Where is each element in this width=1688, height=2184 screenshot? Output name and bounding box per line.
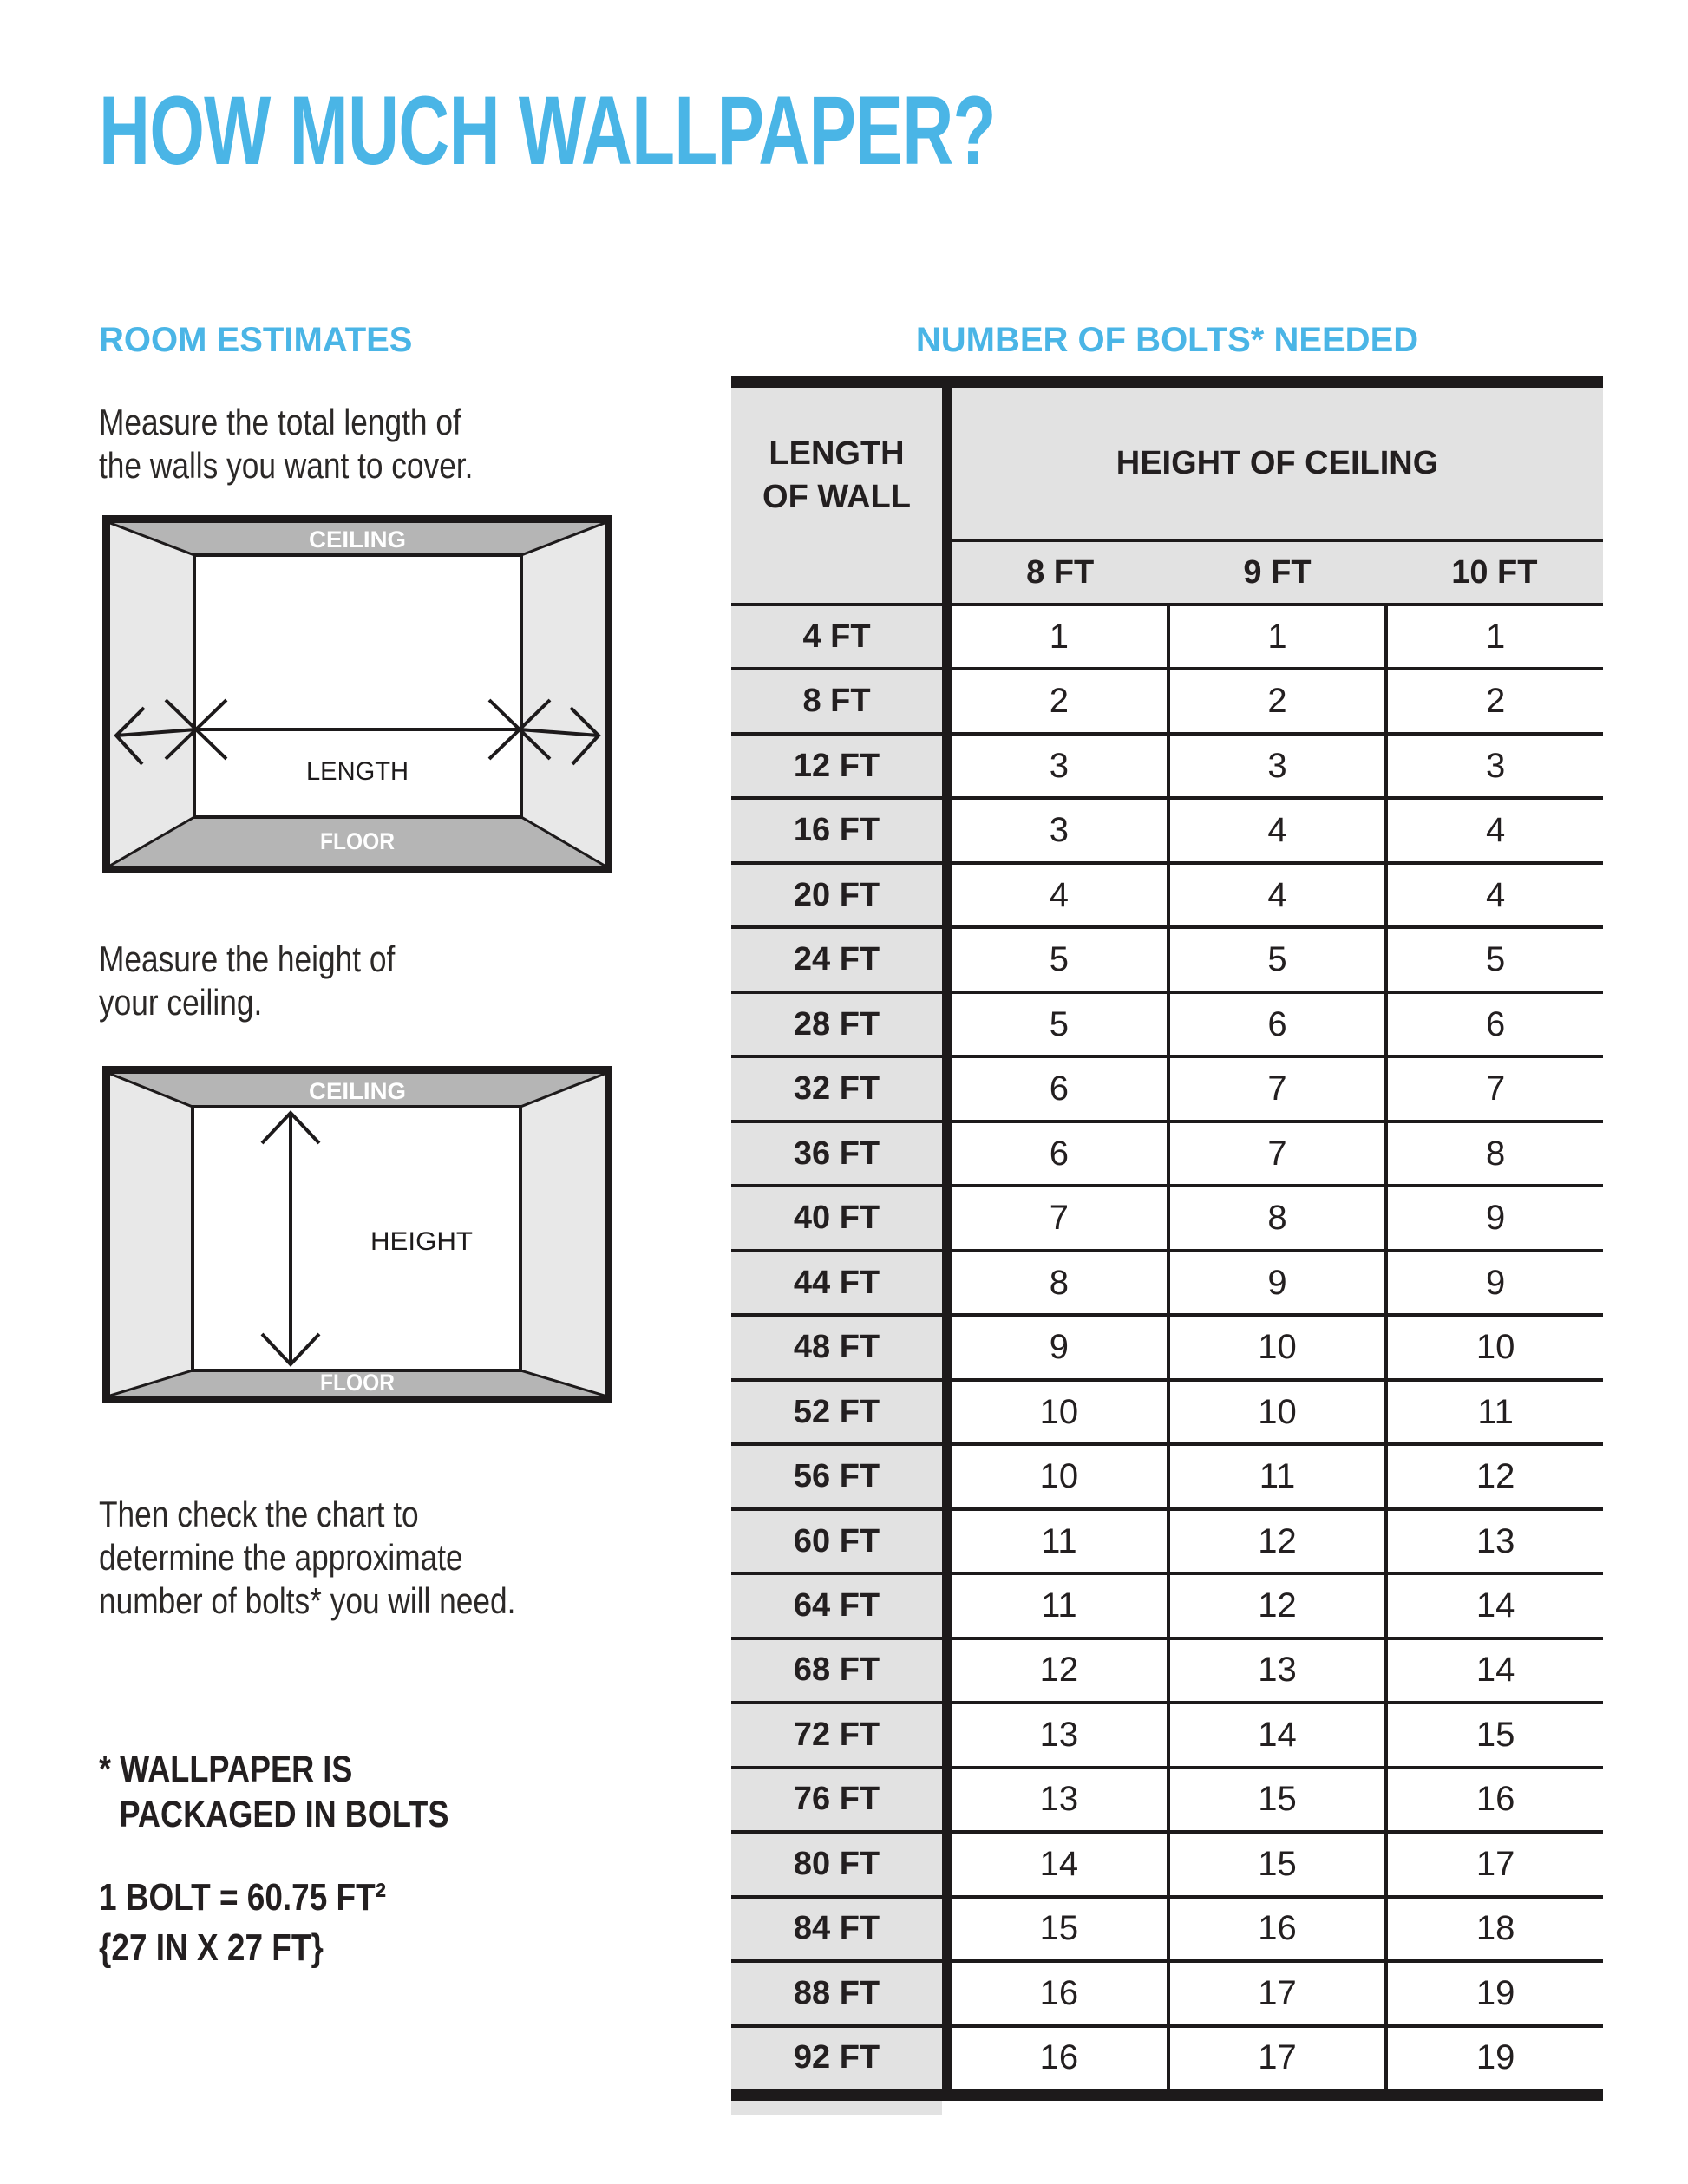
table-bottom-gray-sliver	[731, 2101, 942, 2115]
table-row	[731, 1830, 1603, 1894]
col-header-8ft: 8 FT	[1026, 553, 1095, 591]
bolt-count-cell: 5	[1167, 929, 1385, 990]
table-row	[731, 1701, 1603, 1765]
bolt-count-cell: 11	[952, 1511, 1167, 1572]
right-wall	[521, 523, 605, 866]
bolt-count-cell: 18	[1384, 1899, 1603, 1959]
wall-length-label: 60 FT	[731, 1511, 942, 1572]
bolt-count-cell: 12	[1167, 1575, 1385, 1636]
bolt-count-cell: 9	[1167, 1252, 1385, 1313]
bolt-count-cell: 2	[952, 670, 1167, 731]
page-title: HOW MUCH WALLPAPER?	[99, 76, 996, 185]
table-row	[731, 1120, 1603, 1184]
bolt-count-cell: 14	[1167, 1704, 1385, 1765]
instruction-length	[99, 401, 473, 487]
bolt-count-cell: 14	[952, 1834, 1167, 1894]
bolt-count-cell: 6	[1384, 994, 1603, 1055]
bolt-count-cell: 12	[952, 1640, 1167, 1701]
bolt-count-cell: 15	[1167, 1834, 1385, 1894]
ceiling-label: CEILING	[309, 1078, 406, 1104]
table-top-bar	[731, 376, 1603, 388]
bolt-count-cell: 7	[1384, 1058, 1603, 1119]
table-row	[731, 1442, 1603, 1507]
bolt-count-cell: 17	[1167, 1963, 1385, 2024]
bolt-count-cell: 1	[1167, 606, 1385, 667]
bolt-count-cell: 11	[952, 1575, 1167, 1636]
bolt-count-cell: 3	[1384, 736, 1603, 796]
wall-length-label: 28 FT	[731, 994, 942, 1055]
wall-length-label: 76 FT	[731, 1769, 942, 1830]
bolt-count-cell: 1	[1384, 606, 1603, 667]
bolt-count-cell: 7	[952, 1187, 1167, 1248]
table-row	[731, 667, 1603, 731]
wall-length-label: 20 FT	[731, 865, 942, 925]
table-row	[731, 1637, 1603, 1701]
instruction-chart-line3: number of bolts* you will need.	[99, 1580, 516, 1621]
wall-length-label: 52 FT	[731, 1382, 942, 1442]
bolt-count-cell: 16	[952, 1963, 1167, 2024]
length-label: LENGTH	[306, 757, 409, 786]
wall-length-label: 32 FT	[731, 1058, 942, 1119]
bolt-count-cell: 14	[1384, 1575, 1603, 1636]
bolt-size-line1: 1 BOLT = 60.75 FT²	[99, 1876, 387, 1919]
bolt-count-cell: 6	[952, 1058, 1167, 1119]
bolt-count-cell: 17	[1167, 2028, 1385, 2089]
table-bottom-bar	[731, 2089, 1603, 2101]
wall-length-label: 4 FT	[731, 606, 942, 667]
bolt-count-cell: 3	[952, 800, 1167, 860]
instruction-length-line2: the walls you want to cover.	[99, 445, 474, 486]
bolt-count-cell: 15	[952, 1899, 1167, 1959]
bolt-count-cell: 5	[952, 929, 1167, 990]
bolt-count-cell: 2	[1384, 670, 1603, 731]
table-row	[731, 1507, 1603, 1572]
bolt-count-cell: 3	[952, 736, 1167, 796]
bolt-count-cell: 7	[1167, 1058, 1385, 1119]
ceiling-height-subheader	[952, 542, 1603, 603]
bolt-count-cell: 10	[1384, 1317, 1603, 1377]
table-row	[731, 1959, 1603, 2024]
bolt-count-cell: 13	[1167, 1640, 1385, 1701]
table-row	[731, 796, 1603, 860]
wall-length-label: 48 FT	[731, 1317, 942, 1377]
wall-length-label: 16 FT	[731, 800, 942, 860]
room-length-svg	[102, 515, 612, 873]
table-row	[731, 1313, 1603, 1377]
col-header-9ft: 9 FT	[1243, 553, 1312, 591]
bolt-count-cell: 10	[952, 1382, 1167, 1442]
instruction-chart	[99, 1493, 515, 1623]
right-wall	[520, 1074, 605, 1396]
wall-length-label: 12 FT	[731, 736, 942, 796]
bolt-count-cell: 4	[1167, 800, 1385, 860]
bolt-count-cell: 1	[952, 606, 1167, 667]
table-row	[731, 603, 1603, 667]
bolt-count-cell: 13	[952, 1704, 1167, 1765]
bolt-count-cell: 8	[1384, 1123, 1603, 1184]
wall-length-label: 36 FT	[731, 1123, 942, 1184]
room-estimates-heading: ROOM ESTIMATES	[99, 321, 413, 359]
wall-length-label: 88 FT	[731, 1963, 942, 2024]
bolt-count-cell: 6	[952, 1123, 1167, 1184]
table-row	[731, 861, 1603, 925]
bolt-count-cell: 2	[1167, 670, 1385, 731]
bolt-count-cell: 5	[952, 994, 1167, 1055]
bolt-count-cell: 3	[1167, 736, 1385, 796]
room-height-svg	[102, 1066, 612, 1403]
left-wall	[110, 1074, 193, 1396]
bolt-count-cell: 19	[1384, 1963, 1603, 2024]
floor-label: FLOOR	[320, 1370, 395, 1396]
bolts-footnote-line2: PACKAGED IN BOLTS	[119, 1794, 449, 1835]
wall-length-label: 72 FT	[731, 1704, 942, 1765]
bolt-count-cell: 4	[952, 865, 1167, 925]
instruction-height	[99, 938, 395, 1024]
table-row	[731, 991, 1603, 1055]
length-of-wall-header	[731, 388, 942, 603]
bolt-count-cell: 15	[1384, 1704, 1603, 1765]
bolt-count-cell: 14	[1384, 1640, 1603, 1701]
instruction-chart-line1: Then check the chart to	[99, 1494, 419, 1534]
bolt-count-cell: 11	[1384, 1382, 1603, 1442]
wall-length-label: 68 FT	[731, 1640, 942, 1701]
bolt-count-cell: 11	[1167, 1446, 1385, 1507]
bolt-count-cell: 10	[952, 1446, 1167, 1507]
bolt-count-cell: 7	[1167, 1123, 1385, 1184]
bolt-count-cell: 5	[1384, 929, 1603, 990]
table-row	[731, 1572, 1603, 1636]
wall-length-label: 8 FT	[731, 670, 942, 731]
table-row	[731, 1766, 1603, 1830]
table-row	[731, 1895, 1603, 1959]
bolt-count-cell: 8	[1167, 1187, 1385, 1248]
bolt-count-cell: 10	[1167, 1317, 1385, 1377]
wall-length-label: 64 FT	[731, 1575, 942, 1636]
bolt-count-cell: 10	[1167, 1382, 1385, 1442]
bolt-count-cell: 12	[1167, 1511, 1385, 1572]
instruction-length-line1: Measure the total length of	[99, 402, 461, 442]
bolt-count-cell: 8	[952, 1252, 1167, 1313]
bolt-count-cell: 13	[1384, 1511, 1603, 1572]
bolt-count-cell: 6	[1167, 994, 1385, 1055]
bolt-count-cell: 16	[952, 2028, 1167, 2089]
left-wall	[110, 523, 194, 866]
bolt-count-cell: 9	[1384, 1252, 1603, 1313]
bolt-count-cell: 13	[952, 1769, 1167, 1830]
table-row	[731, 1055, 1603, 1119]
instruction-height-line2: your ceiling.	[99, 982, 263, 1023]
instruction-chart-line2: determine the approximate	[99, 1537, 463, 1578]
table-row	[731, 732, 1603, 796]
wall-length-label: 56 FT	[731, 1446, 942, 1507]
bolt-count-cell: 12	[1384, 1446, 1603, 1507]
height-of-ceiling-header: HEIGHT OF CEILING	[952, 388, 1603, 542]
bolts-footnote-line1: * WALLPAPER IS	[99, 1749, 353, 1790]
room-height-diagram	[102, 1066, 612, 1403]
bolt-count-cell: 9	[1384, 1187, 1603, 1248]
ceiling-label: CEILING	[309, 526, 406, 553]
bolt-count-cell: 17	[1384, 1834, 1603, 1894]
table-row	[731, 1378, 1603, 1442]
table-rows	[731, 603, 1603, 2089]
col-header-10ft: 10 FT	[1451, 553, 1538, 591]
wall-length-label: 92 FT	[731, 2028, 942, 2089]
length-of-wall-line1: LENGTH	[769, 435, 905, 472]
height-label: HEIGHT	[370, 1227, 473, 1256]
bolt-count-cell: 16	[1167, 1899, 1385, 1959]
table-row	[731, 1184, 1603, 1248]
wall-length-label: 80 FT	[731, 1834, 942, 1894]
table-row	[731, 925, 1603, 990]
length-of-wall-line2: OF WALL	[762, 479, 911, 515]
wall-length-label: 44 FT	[731, 1252, 942, 1313]
room-length-diagram	[102, 515, 612, 873]
bolts-table	[731, 376, 1603, 2115]
table-row	[731, 2024, 1603, 2089]
bolt-size-line2: {27 IN X 27 FT}	[99, 1926, 324, 1969]
table-header	[731, 388, 1603, 603]
wall-length-label: 84 FT	[731, 1899, 942, 1959]
bolt-count-cell: 15	[1167, 1769, 1385, 1830]
bolt-count-cell: 9	[952, 1317, 1167, 1377]
wall-length-label: 24 FT	[731, 929, 942, 990]
bolt-count-cell: 16	[1384, 1769, 1603, 1830]
bolt-count-cell: 4	[1384, 800, 1603, 860]
table-row	[731, 1249, 1603, 1313]
floor-label: FLOOR	[320, 828, 395, 854]
bolts-footnote	[99, 1747, 448, 1837]
instruction-height-line1: Measure the height of	[99, 938, 396, 979]
bolt-count-cell: 4	[1167, 865, 1385, 925]
bolts-table-heading: NUMBER OF BOLTS* NEEDED	[915, 321, 1419, 359]
bolt-count-cell: 4	[1384, 865, 1603, 925]
wall-length-label: 40 FT	[731, 1187, 942, 1248]
bolt-size-info	[99, 1873, 386, 1973]
bolt-count-cell: 19	[1384, 2028, 1603, 2089]
